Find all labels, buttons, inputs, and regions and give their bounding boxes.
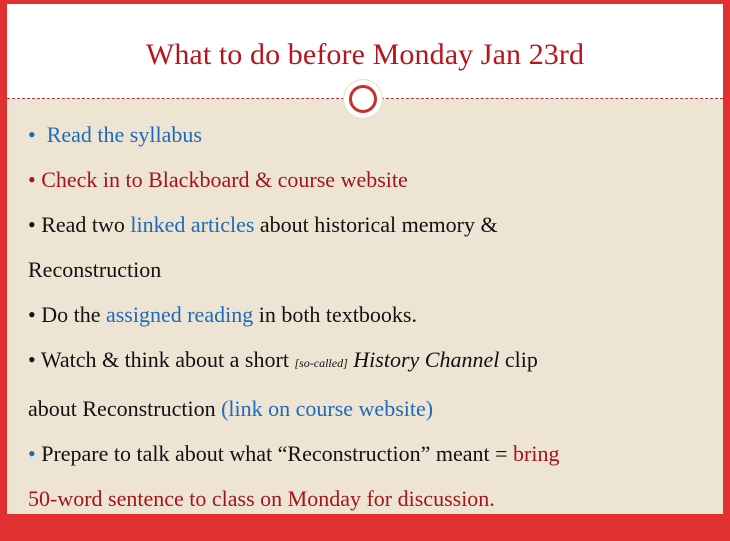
- bullet-item-6: [28, 431, 708, 476]
- bullet-list: [28, 112, 708, 521]
- bullet-marker: •: [28, 167, 36, 192]
- bullet-item-5: [28, 337, 708, 386]
- bullet-item-1: [28, 112, 708, 157]
- blackboard-text: Check in to Blackboard & course website: [41, 167, 408, 192]
- item-5-prefix: Watch & think about a short: [40, 347, 295, 372]
- so-called-note: [so-called]: [294, 356, 348, 370]
- item-5-continuation: about Reconstruction: [28, 396, 222, 421]
- item-6-prefix: Prepare to talk about what “Reconstruction” meant =: [41, 441, 514, 466]
- bullet-marker: •: [28, 347, 36, 372]
- slide-title: What to do before Monday Jan 23rd: [145, 38, 585, 71]
- history-channel-text: History Channel: [353, 347, 500, 372]
- bullet-item-5-continuation: [28, 386, 708, 431]
- bring-text: bring: [513, 441, 560, 466]
- bullet-marker: •: [28, 302, 36, 327]
- frame-right-border: [723, 0, 730, 541]
- linked-articles-link[interactable]: linked articles: [130, 212, 255, 237]
- item-4-suffix: in both textbooks.: [253, 302, 417, 327]
- bullet-item-3: [28, 202, 708, 247]
- bullet-marker: •: [28, 212, 36, 237]
- item-5-suffix: clip: [499, 347, 538, 372]
- frame-left-border: [0, 0, 7, 541]
- syllabus-link[interactable]: Read the syllabus: [46, 122, 202, 147]
- assigned-reading-link[interactable]: assigned reading: [105, 302, 254, 327]
- bullet-item-3-continuation: [28, 247, 708, 292]
- item-3-continuation: Reconstruction: [28, 257, 162, 282]
- item-3-prefix: Read two: [41, 212, 131, 237]
- bullet-item-4: [28, 292, 708, 337]
- ring-inner-circle: [349, 85, 377, 113]
- course-website-link[interactable]: (link on course website): [221, 396, 434, 421]
- item-3-suffix: about historical memory &: [254, 212, 498, 237]
- bullet-marker: •: [28, 441, 36, 466]
- bullet-marker: •: [28, 122, 36, 147]
- item-6-continuation: 50-word sentence to class on Monday for discussion.: [28, 486, 495, 511]
- frame-bottom-border: [0, 514, 730, 541]
- item-4-prefix: Do the: [41, 302, 106, 327]
- bullet-item-2: [28, 157, 708, 202]
